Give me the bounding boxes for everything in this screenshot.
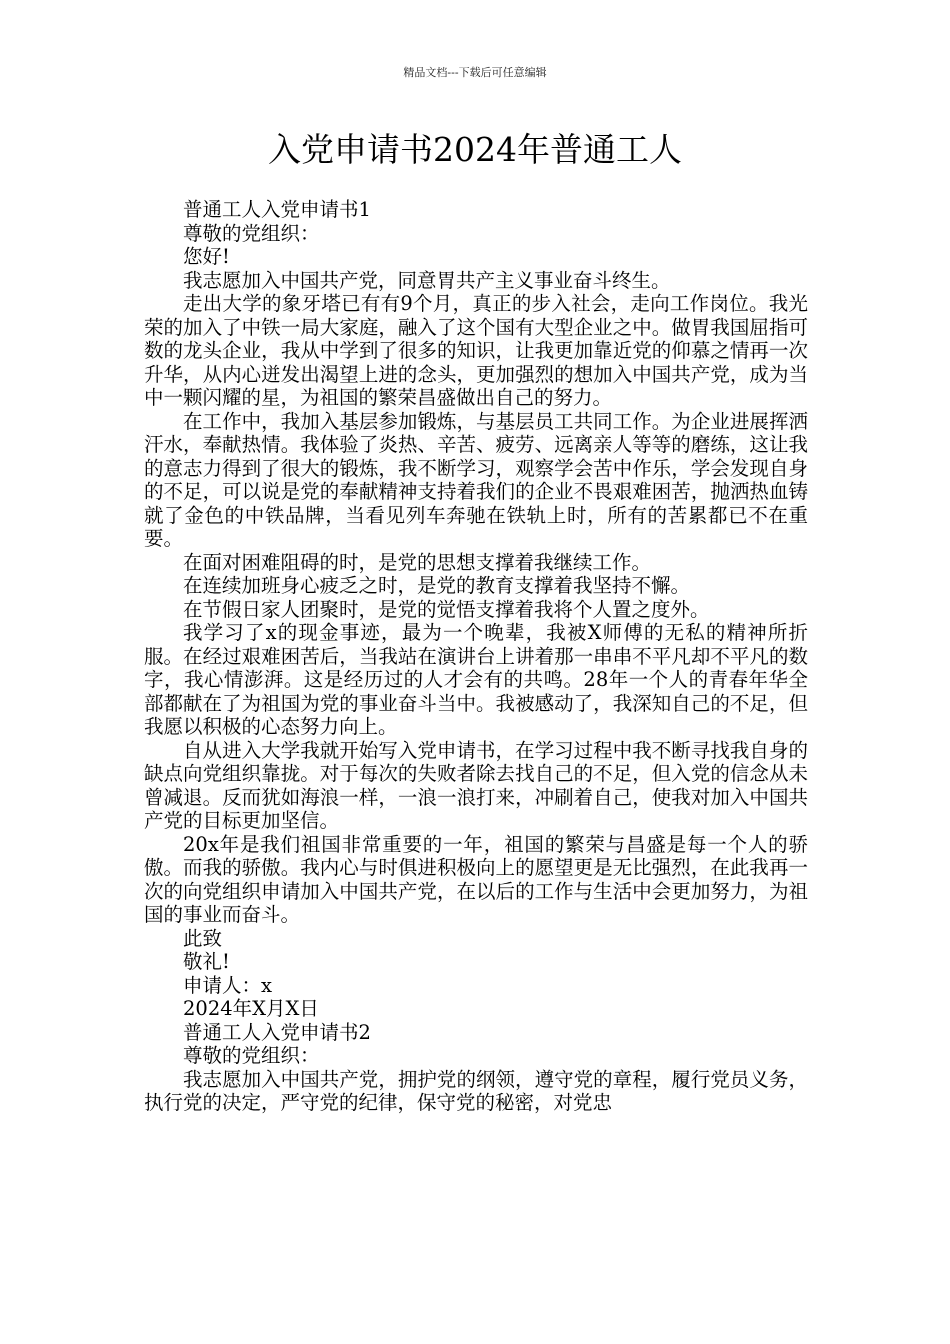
body-paragraph: 我志愿加入中国共产党，拥护党的纲领，遵守党的章程，履行党员义务，执行党的决定，严守党的纪律，保守党的秘密，对党忠 [144,1067,808,1114]
body-paragraph: 20x年是我们祖国非常重要的一年，祖国的繁荣与昌盛是每一个人的骄傲。而我的骄傲。我内心与时俱进积极向上的愿望更是无比强烈，在此我再一次的向党组织申请加入中国共产党，在以后的工作与生活中会更加努力，为祖国的事业而奋斗。 [144,832,808,926]
closing-salute: 敬礼! [183,950,230,973]
body-paragraph: 在连续加班身心疲乏之时，是党的教育支撑着我坚持不懈。 [183,574,691,597]
salutation: 尊敬的党组织： [183,1044,320,1067]
body-paragraph: 在工作中，我加入基层参加锻炼，与基层员工共同工作。为企业进展挥洒汗水，奉献热情。我体验了炎热、辛苦、疲劳、远离亲人等等的磨练，这让我的意志力得到了很大的锻炼，我不断学习，观察学会苦中作乐，学会发现自身的不足，可以说是党的奉献精神支持着我们的企业不畏艰难困苦，抛洒热血铸就了金色的中铁品牌，当看见列车奔驰在铁轨上时，所有的苦累都已不在重要。 [144,409,808,550]
salutation: 尊敬的党组织： [183,221,320,245]
date-line: 2024年X月X日 [183,997,319,1020]
body-paragraph: 在面对困难阻碍的时，是党的思想支撑着我继续工作。 [183,550,652,574]
body-paragraph: 走出大学的象牙塔已有有9个月，真正的步入社会，走向工作岗位。我光荣的加入了中铁一局大家庭，融入了这个国有大型企业之中。做胃我国屈指可数的龙头企业，我从中学到了很多的知识，让我更加靠近党的仰慕之情再一次升华，从内心迸发出渴望上进的念头，更加强烈的想加入中国共产党，成为当中一颗闪耀的星，为祖国的繁荣昌盛做出自己的努力。 [144,292,808,409]
section-heading-1: 普通工人入党申请书1 [183,198,371,221]
document-title: 入党申请书2024年普通工人 [268,130,682,169]
body-paragraph: 我志愿加入中国共产党，同意胃共产主义事业奋斗终生。 [183,268,671,292]
section-heading-2: 普通工人入党申请书2 [183,1020,371,1044]
applicant-line: 申请人：x [183,973,272,997]
body-paragraph: 自从进入大学我就开始写入党申请书，在学习过程中我不断寻找我自身的缺点向党组织靠拢。对于每次的失败者除去找自己的不足，但入党的信念从未曾减退。反而犹如海浪一样，一浪一浪打来，冲刷着自己，使我对加入中国共产党的目标更加坚信。 [144,738,808,832]
page-header-watermark: 精品文档---下载后可任意编辑 [403,66,547,79]
body-paragraph: 我学习了x的现金事迹，最为一个晚辈，我被X师傅的无私的精神所折服。在经过艰难困苦后，当我站在演讲台上讲着那一串串不平凡却不平凡的数字，我心情澎湃。这是经历过的人才会有的共鸣。28年一个人的青春年华全部都献在了为祖国为党的事业奋斗当中。我被感动了，我深知自己的不足，但我愿以积极的心态努力向上。 [144,621,808,738]
document-body [144,198,808,1115]
greeting: 您好! [183,245,230,268]
body-paragraph: 在节假日家人团聚时，是党的觉悟支撑着我将个人置之度外。 [183,597,710,621]
closing-line: 此致 [183,926,223,950]
